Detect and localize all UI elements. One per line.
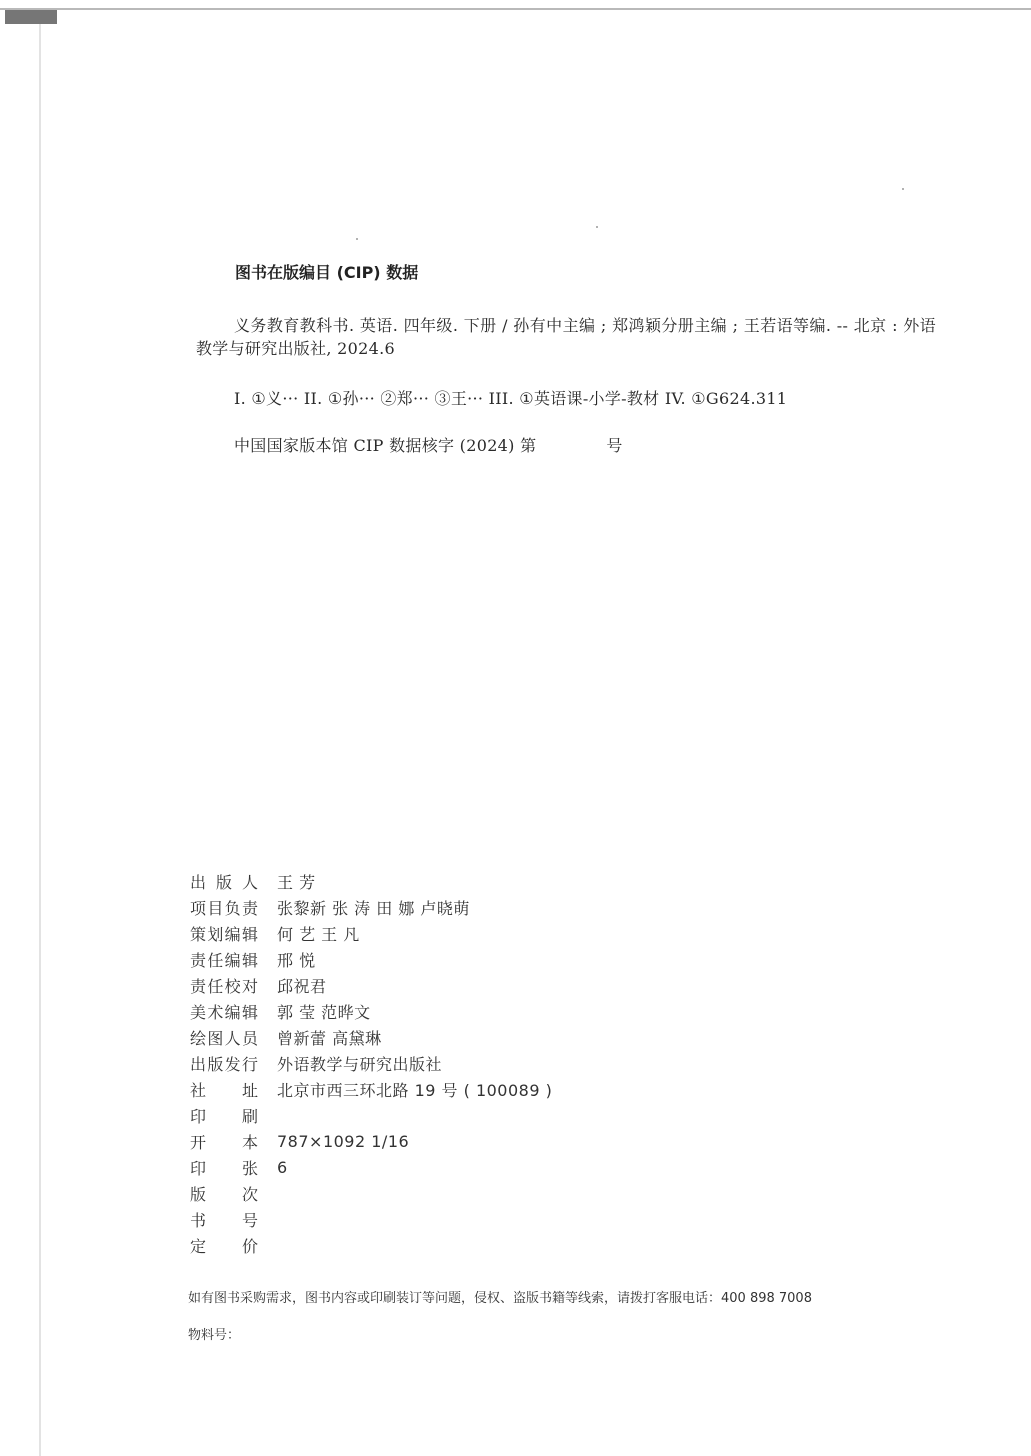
colophon-row	[190, 1024, 552, 1050]
colophon-row	[190, 972, 552, 998]
colophon-value: 邢 悦	[277, 950, 316, 970]
colophon-label: 开 本	[190, 1132, 258, 1152]
colophon-label: 绘 图 人 员	[190, 1028, 258, 1048]
colophon-label: 社 址	[190, 1080, 258, 1100]
colophon-label: 项 目 负 责	[190, 898, 258, 918]
scan-left-edge	[39, 24, 41, 1456]
colophon-value: 北京市西三环北路 19 号 ( 100089 )	[277, 1080, 553, 1100]
material-number-label: 物料号：	[188, 1328, 241, 1343]
colophon-row	[190, 1232, 552, 1258]
cip-verification-suffix: 号	[606, 436, 623, 455]
colophon-label: 版 次	[190, 1184, 258, 1204]
colophon-row	[190, 868, 552, 894]
cip-description: 义务教育教科书. 英语. 四年级. 下册 / 孙有中主编 ; 郑鸿颖分册主编 ; 王若语等编. -- 北京 : 外语教学与研究出版社, 2024.6	[196, 316, 936, 358]
colophon-value: 6	[277, 1157, 288, 1177]
cip-verification-number	[234, 433, 623, 456]
colophon-row	[190, 1128, 552, 1154]
colophon-label: 出 版 发 行	[190, 1054, 258, 1074]
cip-title: 图书在版编目 (CIP) 数据	[235, 263, 419, 282]
colophon-label: 印 刷	[190, 1106, 258, 1126]
colophon-value: 郭 莹 范晔文	[277, 1002, 371, 1022]
colophon-row	[190, 894, 552, 920]
colophon-row	[190, 1206, 552, 1232]
colophon-label: 印 张	[190, 1158, 258, 1178]
colophon-label: 责 任 编 辑	[190, 950, 258, 970]
colophon-row	[190, 998, 552, 1024]
colophon-value: 何 艺 王 凡	[277, 924, 360, 944]
scan-corner-mark	[5, 10, 57, 24]
scan-speck	[356, 238, 358, 240]
colophon-label: 责 任 校 对	[190, 976, 258, 996]
colophon-row	[190, 1076, 552, 1102]
scan-speck	[596, 226, 598, 228]
colophon-row	[190, 1102, 552, 1128]
colophon-row	[190, 1154, 552, 1180]
colophon-value: 张黎新 张 涛 田 娜 卢晓萌	[277, 898, 470, 918]
colophon-value: 787×1092 1/16	[277, 1131, 410, 1151]
colophon-row	[190, 946, 552, 972]
colophon-label: 定 价	[190, 1236, 258, 1256]
colophon-label: 美 术 编 辑	[190, 1002, 258, 1022]
colophon-label: 出 版 人	[190, 872, 258, 892]
scan-speck	[902, 188, 904, 190]
colophon-row	[190, 1050, 552, 1076]
colophon-value: 曾新蕾 高黛琳	[277, 1028, 382, 1048]
colophon-value: 邱祝君	[277, 976, 327, 996]
scan-top-edge	[0, 8, 1031, 10]
cip-verification-prefix: 中国国家版本馆 CIP 数据核字 (2024) 第	[234, 436, 537, 455]
colophon-value: 外语教学与研究出版社	[277, 1054, 443, 1074]
colophon	[190, 868, 552, 1258]
colophon-label: 策 划 编 辑	[190, 924, 258, 944]
colophon-label: 书 号	[190, 1210, 258, 1230]
colophon-row	[190, 920, 552, 946]
customer-service-note: 如有图书采购需求，图书内容或印刷装订等问题，侵权、盗版书籍等线索，请拨打客服电话：400 898 7008	[188, 1291, 812, 1306]
colophon-row	[190, 1180, 552, 1206]
cip-subject-headings: I. ①义··· II. ①孙··· ②郑··· ③王··· III. ①英语课-小学-教材 IV. ①G624.311	[234, 389, 788, 408]
colophon-value: 王 芳	[277, 872, 316, 892]
